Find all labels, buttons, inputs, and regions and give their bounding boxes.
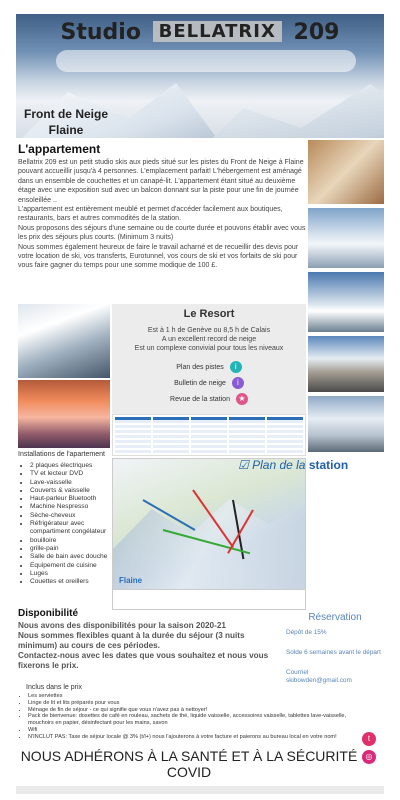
appartement-paragraph: Nous proposons des séjours d'une semaine ou de courte durée et pouvons établir avec vous les prix des séjours plus courts. (Minimum 3 nuits): [18, 224, 306, 242]
forest-photo: [18, 304, 110, 378]
title-right: 209: [293, 20, 340, 45]
disponibilite-line: Contactez-nous avec les dates que vous souhaitez et nous vous fixerons le prix.: [18, 651, 269, 670]
list-item: • Couverts & vaisselle: [30, 487, 110, 495]
disponibilite-line: Nous sommes flexibles quant à la durée du séjour (3 nuits minimum) au cours de ces périodes.: [18, 631, 245, 650]
inclus-list: [18, 693, 364, 741]
resort-line: A un excellent record de neige: [161, 336, 257, 343]
email-block: [286, 669, 384, 685]
bulletin-de-neige-link[interactable]: [112, 377, 306, 389]
list-item: • Salle de bain avec douche: [30, 553, 110, 561]
list-item: • Sèche-cheveux: [30, 512, 110, 520]
map-icon[interactable]: i: [230, 361, 242, 373]
installations-list: [18, 462, 110, 586]
appartement-heading: L'appartement: [18, 142, 101, 156]
disponibilite-section: [18, 608, 280, 671]
email-link[interactable]: skibowden@gmail.com: [286, 677, 352, 684]
list-item: • Haut-parleur Bluetooth: [30, 495, 110, 503]
revue-station-link[interactable]: [112, 393, 306, 405]
list-item: • Pack de bienvenue: dosettes de café en rouleau, sachets de thé, liquide vaisselle, accessoires vaisselle, tablettes lave-vaisselle, mouchoirs en papier, désinfectant pour les mains, savon: [28, 713, 364, 727]
list-item: • Couettes et oreillers: [30, 578, 110, 586]
mountain-shape: [186, 84, 384, 138]
list-item: • 2 plaques électriques: [30, 462, 110, 470]
list-item: • Luges: [30, 570, 110, 578]
list-item: • Lave-vaisselle: [30, 479, 110, 487]
list-item: • N'INCLUT PAS: Taxe de séjour locale @ 3% (t/l+) nous l'ajouterons à votre facture et paierons au bureau local en votre nom!: [28, 734, 364, 741]
brand-logo: BELLATRIX: [153, 21, 282, 42]
list-item: • bouilloire: [30, 537, 110, 545]
map-title-checkbox-icon: ☑: [238, 458, 249, 472]
appartement-section: [18, 142, 306, 271]
map-title: [238, 458, 384, 474]
resort-line: Est à 1 h de Genève ou 8,5 h de Calais: [147, 327, 271, 334]
list-item: • Equipement de cuisine: [30, 562, 110, 570]
covid-banner: NOUS ADHÉRONS À LA SANTÉ ET À LA SÉCURITÉ COVID: [20, 748, 358, 780]
interior-photo: [308, 140, 384, 204]
list-item: • Réfrigérateur avec compartiment congélateur: [30, 520, 110, 537]
list-item: • Linge de lit et lits préparés pour vous: [28, 700, 364, 707]
sunset-photo: [18, 380, 110, 448]
location-line-1: Front de Neige: [23, 107, 108, 121]
review-icon[interactable]: ★: [236, 393, 248, 405]
inclus-heading: Inclus dans le prix: [26, 684, 83, 691]
inclus-section: [18, 684, 364, 741]
resort-heading: Le Resort: [183, 308, 235, 320]
map-place-label: Flaine: [119, 576, 143, 585]
deposit-text: Dépôt de 15%: [286, 629, 327, 636]
disponibilite-heading: Disponibilité: [18, 608, 78, 619]
appartement-paragraph: Nous sommes également heureux de faire le travail acharné et de recueillir des devis pour votre location de ski, vos transferts, Eurotunnel, vos cours de ski et vos forfaits de ski pour vous faire gagner du temps pour une somme modique de 100 £.: [18, 243, 299, 270]
link-label: Bulletin de neige: [174, 379, 226, 387]
resort-box: [112, 304, 306, 414]
piste-column: [153, 417, 189, 453]
installations-heading: Installations de l'apartement: [18, 451, 105, 458]
appartement-paragraph: Bellatrix 209 est un petit studio skis aux pieds situé sur les pistes du Front de Neige à Flaine pouvant accueillir jusqu'à 4 personnes. L'emplacement parfait! L'hébergement est aménagé dans un ensemble de couchettes et un canapé-lit. L'appartement étant situé au deuxième étage avec une exposition sud avec un balcon donnant sur la piste pour une fin de journée ensoleillée ..: [18, 159, 304, 204]
mountain-photo: [308, 272, 384, 332]
list-item: • grille-pain: [30, 545, 110, 553]
email-label: Courriel: [286, 669, 309, 676]
installations-section: [18, 450, 110, 586]
map-legend: [113, 589, 306, 609]
appartement-paragraph: L'appartement est entièrement meublé et permet d'accéder facilement aux boutiques, restaurants, bars et autres commodités de la station.: [18, 206, 283, 223]
snow-photo: [308, 208, 384, 268]
page-title: [0, 20, 400, 45]
list-item: • Wifi: [28, 727, 364, 734]
list-item: • TV et lecteur DVD: [30, 470, 110, 478]
plan-des-pistes-link[interactable]: [112, 361, 306, 373]
map-title-bold: station: [308, 458, 349, 472]
reservation-heading: Réservation: [308, 612, 362, 623]
twitter-icon[interactable]: t: [362, 732, 376, 746]
social-links: [362, 732, 376, 768]
map-terrain: [113, 489, 306, 589]
piste-column: [229, 417, 265, 453]
photo-column: [308, 140, 384, 456]
location-line-2: Flaine: [48, 123, 84, 137]
bottom-divider: [16, 786, 384, 794]
piste-status-image: [112, 414, 306, 456]
instagram-icon[interactable]: ◎: [362, 750, 376, 764]
piste-column: [115, 417, 151, 453]
building-photo: [308, 336, 384, 392]
resort-photo: [308, 396, 384, 452]
location-label: [18, 106, 114, 138]
balance-text: Solde 6 semaines avant le départ: [286, 649, 381, 656]
list-item: • Les serviettes: [28, 693, 364, 700]
piste-column: [267, 417, 303, 453]
link-label: Plan des pistes: [176, 363, 224, 371]
station-map[interactable]: [112, 458, 306, 610]
piste-column: [191, 417, 227, 453]
cloud-shape: [56, 50, 356, 72]
resort-line: Est un complexe convivial pour tous les niveaux: [134, 345, 284, 352]
snow-report-icon[interactable]: i: [232, 377, 244, 389]
disponibilite-line: Nous avons des disponibilités pour la saison 2020-21: [18, 621, 226, 630]
map-title-prefix: Plan de la: [252, 458, 306, 472]
link-label: Revue de la station: [170, 395, 230, 403]
title-left: Studio: [60, 20, 141, 45]
list-item: • Machine Nespresso: [30, 503, 110, 511]
list-item: • Ménage de fin de séjour - ce qui signifie que vous n'avez pas à nettoyer!: [28, 707, 364, 714]
